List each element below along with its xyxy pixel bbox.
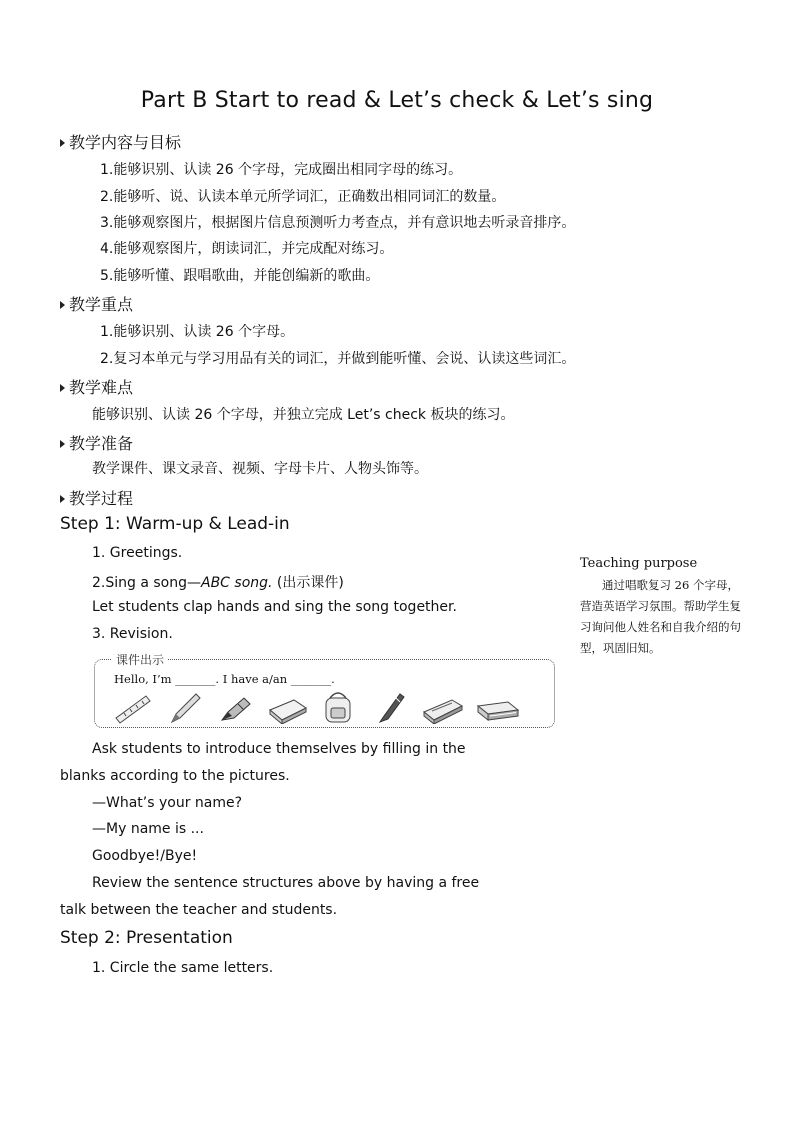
step1-question-1: —What’s your name? [92, 795, 243, 811]
pen-icon [380, 694, 404, 722]
content-item-5: 5.能够听懂、跟唱歌曲，并能创编新的歌曲。 [100, 268, 380, 284]
pencil-icon [172, 694, 200, 722]
pencil-box-icon [424, 700, 462, 724]
courseware-label: 课件出示 [112, 651, 168, 668]
key-item-2: 2.复习本单元与学习用品有关的词汇，并做到能听懂、会说、认读这些词汇。 [100, 351, 576, 367]
triangle-bullet-icon [60, 440, 65, 448]
step1-ask-line1: Ask students to introduce themselves by filling in the [92, 741, 466, 757]
content-item-3: 3.能够观察图片，根据图片信息预测听力考查点，并有意识地去听录音排序。 [100, 215, 576, 231]
section-heading-content: 教学内容与目标 [60, 130, 181, 153]
step1-greetings: 1. Greetings. [92, 545, 183, 561]
ruler-icon [116, 696, 150, 723]
step1-sing: 2.Sing a song—ABC song. (出示课件) [92, 575, 344, 591]
step1-review-line1: Review the sentence structures above by having a free [92, 875, 480, 891]
step1-review-line2: talk between the teacher and students. [60, 902, 338, 918]
eraser-icon [270, 700, 306, 724]
content-item-4: 4.能够观察图片，朗读词汇，并完成配对练习。 [100, 241, 394, 257]
triangle-bullet-icon [60, 139, 65, 147]
triangle-bullet-icon [60, 301, 65, 309]
crayon-icon [222, 698, 250, 720]
step1-ask-line2: blanks according to the pictures. [60, 768, 290, 784]
section-heading-process: 教学过程 [60, 486, 133, 509]
page-title: Part B Start to read & Let’s check & Let’s sing [140, 88, 654, 113]
triangle-bullet-icon [60, 495, 65, 503]
key-item-1: 1.能够识别、认读 26 个字母。 [100, 324, 295, 340]
section-heading-prep: 教学准备 [60, 431, 133, 454]
step1-clap: Let students clap hands and sing the song together. [92, 599, 457, 615]
section-heading-difficult: 教学难点 [60, 375, 133, 398]
prep-text: 教学课件、课文录音、视频、字母卡片、人物头饰等。 [92, 461, 428, 477]
song-name: ABC song. [201, 575, 273, 591]
bag-icon [326, 693, 350, 722]
step1-question-2: —My name is ... [92, 821, 204, 837]
step1-bye: Goodbye!/Bye! [92, 848, 198, 864]
difficult-text: 能够识别、认读 26 个字母，并独立完成 Let’s check 板块的练习。 [92, 407, 515, 423]
section-heading-key: 教学重点 [60, 292, 133, 315]
content-item-2: 2.能够听、说、认读本单元所学词汇，正确数出相同词汇的数量。 [100, 189, 506, 205]
school-supplies-icons [108, 690, 548, 724]
sidebar-body: 通过唱歌复习 26 个字母，营造英语学习氛围。帮助学生复习询问他人姓名和自我介绍的句型，巩固旧知。 [580, 578, 741, 655]
step1-revision: 3. Revision. [92, 626, 173, 642]
courseware-sentence: Hello, I’m _______. I have a/an _______. [114, 672, 335, 686]
step2-circle: 1. Circle the same letters. [92, 960, 274, 976]
book-icon [478, 702, 518, 720]
triangle-bullet-icon [60, 384, 65, 392]
step1-title: Step 1: Warm-up & Lead-in [60, 514, 290, 534]
sidebar-title: Teaching purpose [580, 556, 698, 571]
step2-title: Step 2: Presentation [60, 928, 233, 948]
content-item-1: 1.能够识别、认读 26 个字母，完成圈出相同字母的练习。 [100, 162, 463, 178]
